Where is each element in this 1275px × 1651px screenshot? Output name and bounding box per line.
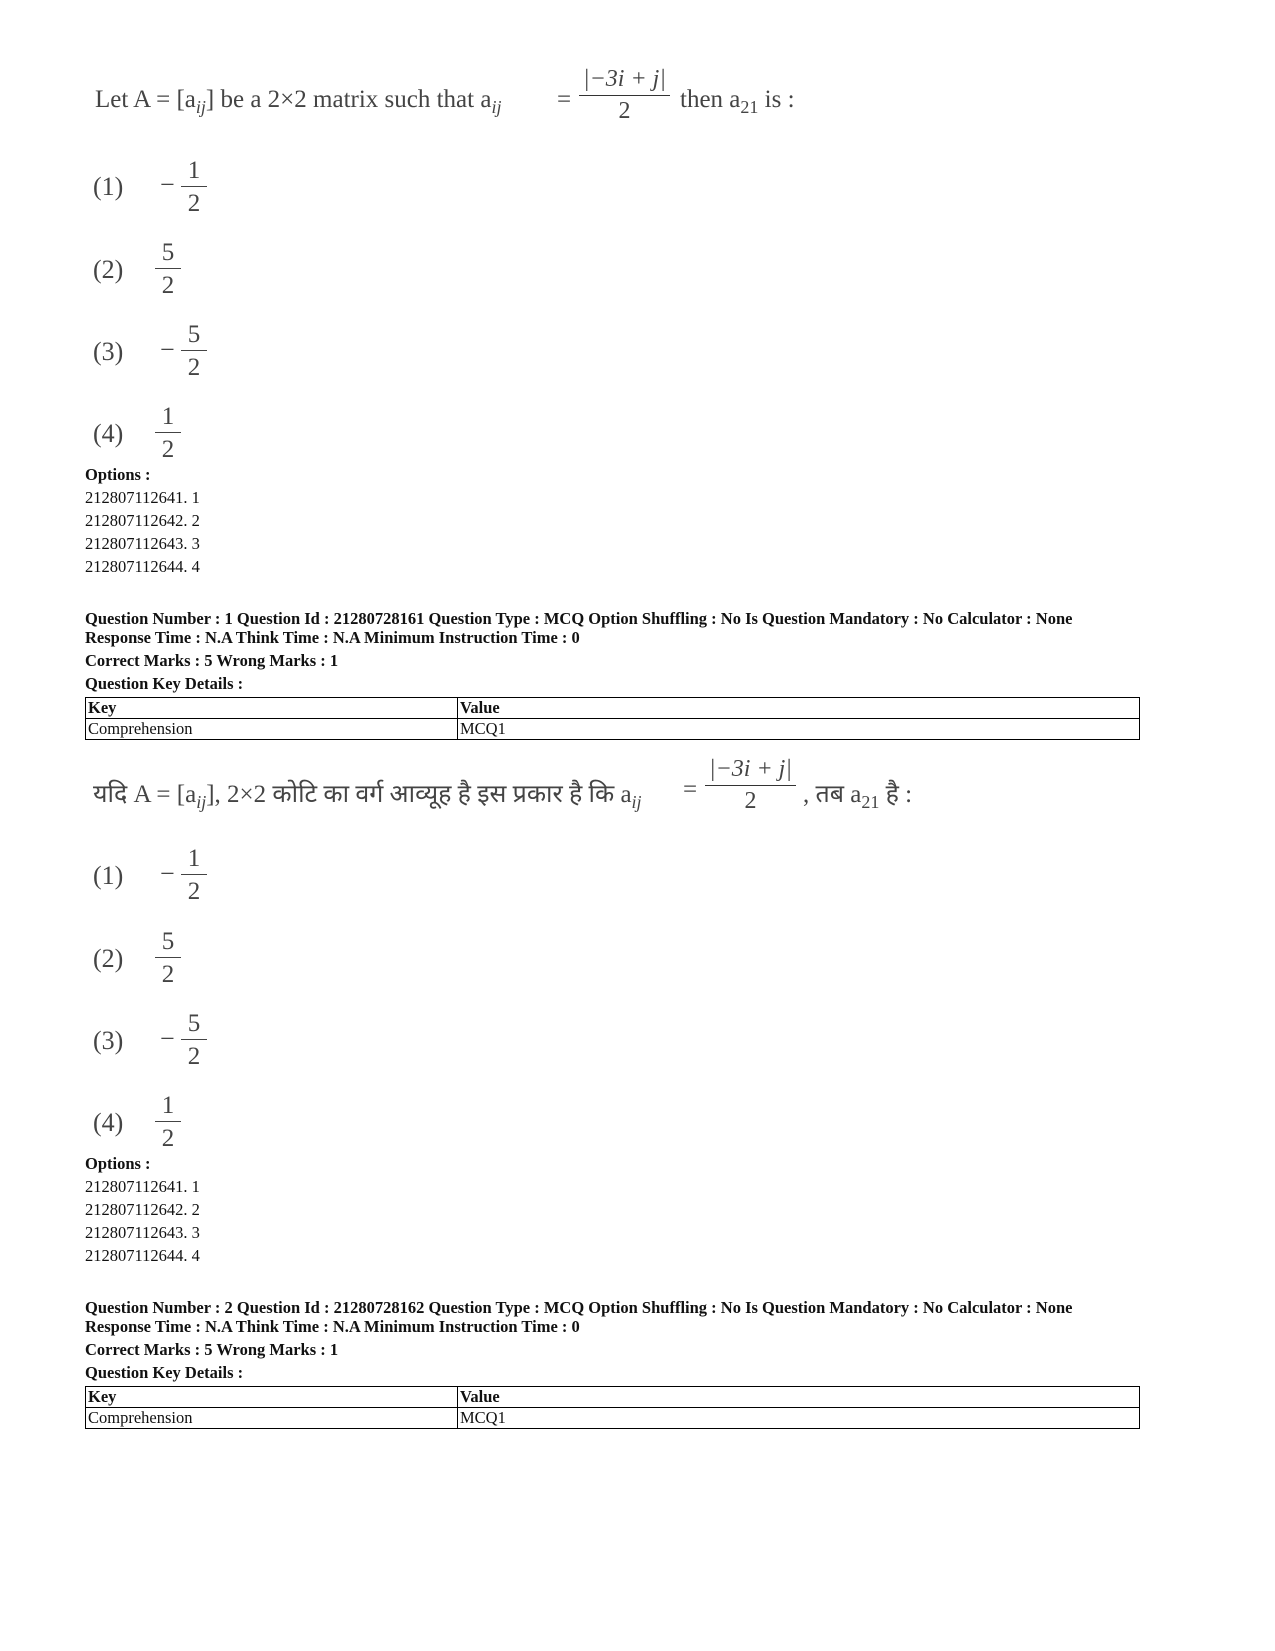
question-timing: Response Time : N.A Think Time : N.A Minimum Instruction Time : 0	[85, 628, 580, 647]
fraction: 5 2	[155, 926, 181, 989]
marks: Correct Marks : 5 Wrong Marks : 1	[85, 1340, 339, 1359]
option-id: 212807112643. 3	[85, 1223, 200, 1242]
key-details-table	[85, 697, 1140, 740]
fraction: 5 2	[155, 237, 181, 300]
option-id: 212807112643. 3	[85, 534, 200, 553]
option-id: 212807112642. 2	[85, 1200, 200, 1219]
fraction: 5 2	[181, 319, 207, 382]
marks: Correct Marks : 5 Wrong Marks : 1	[85, 651, 339, 670]
option-id: 212807112644. 4	[85, 557, 200, 576]
options-label: Options :	[85, 465, 151, 484]
option-id: 212807112644. 4	[85, 1246, 200, 1265]
formula-fraction: $\frac{|-3i + j|}{2}$	[579, 66, 670, 125]
table-row: Comprehension MCQ1	[86, 719, 1140, 740]
fraction: 1 2	[155, 1090, 181, 1153]
key-details-label: Question Key Details :	[85, 1363, 244, 1382]
question-text: Let $A = [a_{ij}]$ be a 2×2 matrix such that $a_{ij}$ = $\frac{|-3i + j|}{2}$ then $a_{21}$ is :	[95, 66, 795, 124]
option-id: 212807112641. 1	[85, 1177, 200, 1196]
question-timing: Response Time : N.A Think Time : N.A Minimum Instruction Time : 0	[85, 1317, 580, 1336]
fraction: 1 2	[181, 155, 207, 218]
option-id: 212807112642. 2	[85, 511, 200, 530]
question-meta: Question Number : 2 Question Id : 21280728162 Question Type : MCQ Option Shuffling : No Is Question Mandatory : No Calculator : None	[85, 1298, 1073, 1317]
table-row: Comprehension MCQ1	[86, 1408, 1140, 1429]
option-id: 212807112641. 1	[85, 488, 200, 507]
fraction: 5 2	[181, 1008, 207, 1071]
fraction: 1 2	[181, 843, 207, 906]
key-details-label: Question Key Details :	[85, 674, 244, 693]
question-meta: Question Number : 1 Question Id : 21280728161 Question Type : MCQ Option Shuffling : No Is Question Mandatory : No Calculator : None	[85, 609, 1073, 628]
options-label: Options :	[85, 1154, 151, 1173]
formula-fraction: $\frac{|-3i + j|}{2}$	[705, 756, 796, 815]
key-details-table	[85, 1386, 1140, 1429]
table-row: Key Value	[86, 698, 1140, 719]
question-text: यदि $A = [a_{ij}]$, 2×2 कोटि का वर्ग आव्यूह है इस प्रकार है कि $a_{ij}$ = $\frac{|-3i + j|}{2}$ , तब $a_{21}$ है :	[93, 756, 913, 814]
table-row: Key Value	[86, 1387, 1140, 1408]
fraction: 1 2	[155, 401, 181, 464]
